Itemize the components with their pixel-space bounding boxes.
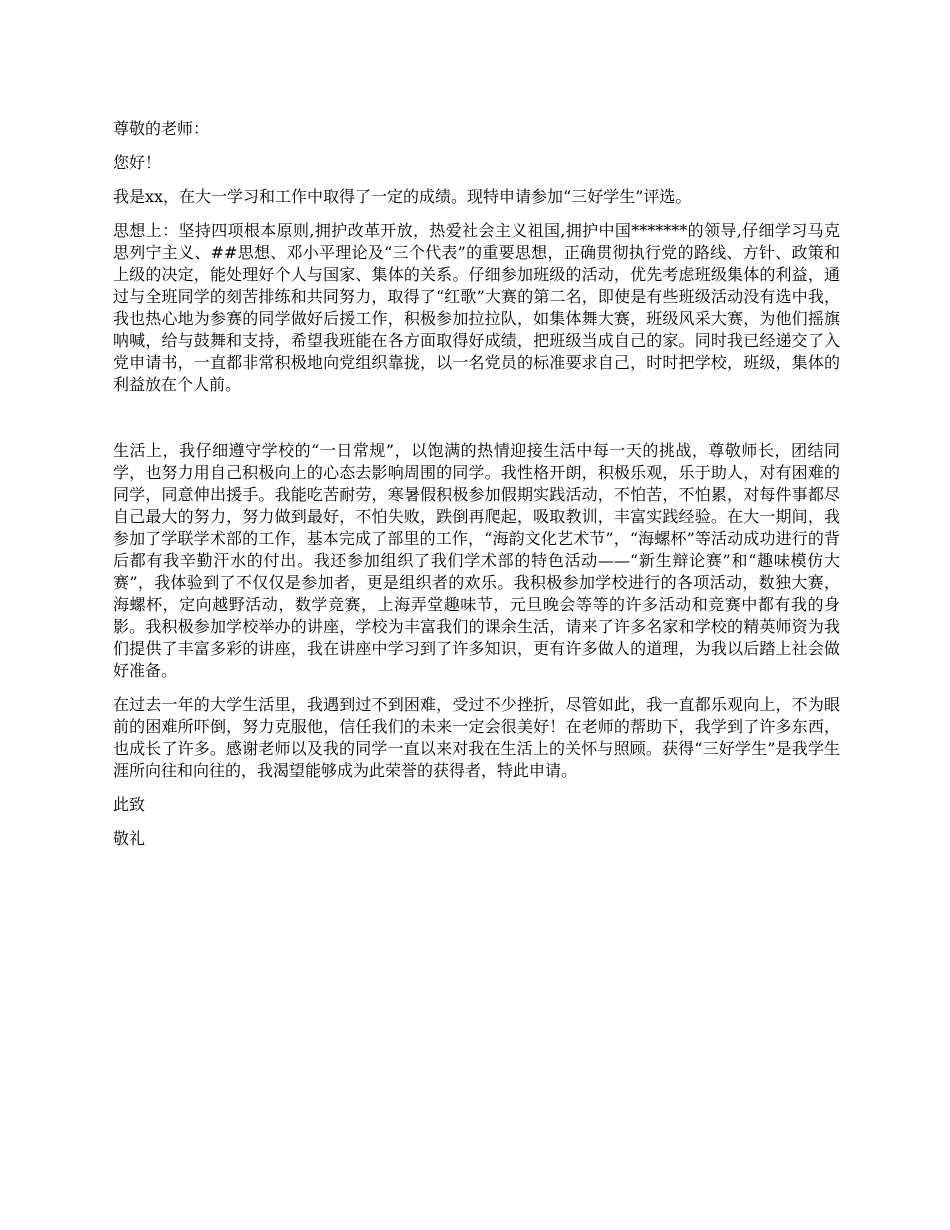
paragraph-spacer bbox=[113, 408, 840, 440]
letter-body bbox=[113, 118, 840, 862]
intro-paragraph: 我是xx，在大一学习和工作中取得了一定的成绩。现特申请参加“三好学生”评选。 bbox=[113, 187, 692, 206]
closing-line-2: 敬礼 bbox=[113, 829, 146, 848]
thought-paragraph: 思想上：坚持四项根本原则,拥护改革开放，热爱社会主义祖国,拥护中国*******的领导,仔细学习马克思列宁主义、##思想、邓小平理论及“三个代表”的重要思想，正确贯彻执行党的路线、方针、政策和上级的决定，能处理好个人与国家、集体的关系。仔细参加班级的活动，优先考虑班级集体的利益，通过与全班同学的刻苦排练和共同努力，取得了“红歌”大赛的第二名，即使是有些班级活动没有选中我，我也热心地为参赛的同学做好后援工作，积极参加拉拉队，如集体舞大赛，班级风采大赛，为他们摇旗呐喊，给与鼓舞和支持，希望我班能在各方面取得好成绩，把班级当成自己的家。同时我已经递交了入党申请书，一直都非常积极地向党组织靠拢，以一名党员的标准要求自己，时时把学校，班级，集体的利益放在个人前。 bbox=[113, 221, 840, 394]
life-paragraph: 生活上，我仔细遵守学校的“一日常规”，以饱满的热情迎接生活中每一天的挑战，尊敬师长，团结同学，也努力用自己积极向上的心态去影响周围的同学。我性格开朗，积极乐观，乐于助人，对有困难的同学，同意伸出援手。我能吃苦耐劳，寒暑假积极参加假期实践活动，不怕苦，不怕累，对每件事都尽自己最大的努力，努力做到最好，不怕失败，跌倒再爬起，吸取教训，丰富实践经验。在大一期间，我参加了学联学术部的工作，基本完成了部里的工作，“海韵文化艺术节”，“海螺杯”等活动成功进行的背后都有我辛勤汗水的付出。我还参加组织了我们学术部的特色活动——“新生辩论赛”和“趣味模仿大赛”，我体验到了不仅仅是参加者，更是组织者的欢乐。我积极参加学校进行的各项活动，数独大赛，海螺杯，定向越野活动，数学竞赛，上海弄堂趣味节，元旦晚会等等的许多活动和竞赛中都有我的身影。我积极参加学校举办的讲座，学校为丰富我们的课余生活，请来了许多名家和学校的精英师资为我们提供了丰富多彩的讲座，我在讲座中学习到了许多知识，更有许多做人的道理，为我以后踏上社会做好准备。 bbox=[113, 441, 840, 680]
past-year-paragraph: 在过去一年的大学生活里，我遇到过不到困难，受过不少挫折，尽管如此，我一直都乐观向上，不为眼前的困难所吓倒，努力克服他，信任我们的未来一定会很美好！在老师的帮助下，我学到了许多东西，也成长了许多。感谢老师以及我的同学一直以来对我在生活上的关怀与照顾。获得“三好学生”是我学生涯所向往和向往的，我渴望能够成为此荣誉的获得者，特此申请。 bbox=[113, 695, 840, 780]
salutation: 尊敬的老师： bbox=[113, 119, 210, 138]
greeting: 您好！ bbox=[113, 153, 162, 172]
closing-line-1: 此致 bbox=[113, 795, 146, 814]
